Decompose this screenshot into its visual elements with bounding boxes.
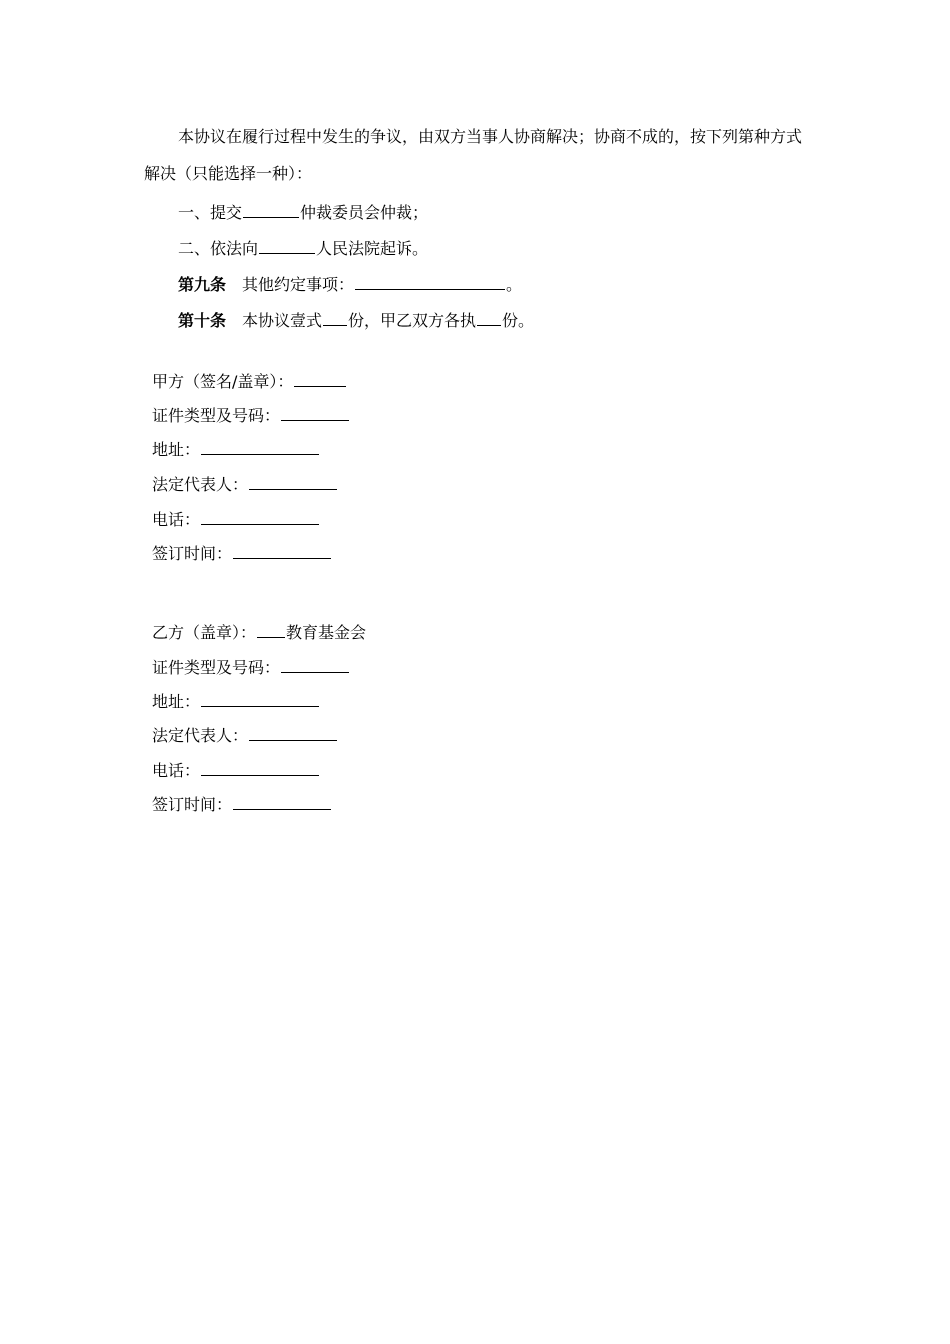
option-litigation — [178, 236, 428, 259]
party-b-id-label: 证件类型及号码： — [152, 658, 281, 677]
party-b-name-field[interactable] — [257, 636, 285, 638]
party-a-name-label: 甲方（签名/盖章）： — [152, 372, 294, 391]
article-9-text: 其他约定事项： — [242, 275, 355, 294]
option2-prefix: 二、依法向 — [178, 239, 259, 258]
article-9-end: 。 — [506, 275, 523, 294]
party-b-phone-row — [152, 758, 320, 781]
blank-copies-each[interactable] — [477, 324, 501, 326]
party-a-phone-field[interactable] — [201, 523, 319, 525]
party-a-date-row — [152, 541, 332, 564]
party-a-rep-field[interactable] — [249, 488, 337, 490]
party-a-id-field[interactable] — [281, 419, 349, 421]
party-b-rep-field[interactable] — [249, 739, 337, 741]
party-a-id-label: 证件类型及号码： — [152, 406, 281, 425]
party-b-name-label: 乙方（盖章）： — [152, 623, 257, 642]
party-b-date-field[interactable] — [233, 808, 331, 810]
option2-suffix: 人民法院起诉。 — [316, 239, 429, 258]
party-b-address-row — [152, 689, 320, 712]
party-a-name-field[interactable] — [294, 385, 346, 387]
party-a-address-label: 地址： — [152, 440, 201, 459]
party-a-address-field[interactable] — [201, 453, 319, 455]
party-b-phone-field[interactable] — [201, 774, 319, 776]
blank-court[interactable] — [259, 252, 315, 254]
party-b-phone-label: 电话： — [152, 761, 201, 780]
option1-suffix: 仲裁委员会仲裁； — [300, 203, 429, 222]
blank-other-matters[interactable] — [355, 288, 505, 290]
option1-prefix: 一、提交 — [178, 203, 243, 222]
article-10-text-a: 本协议壹式 — [242, 311, 323, 330]
article-10 — [178, 308, 534, 331]
party-a-rep-label: 法定代表人： — [152, 475, 249, 494]
party-b-id-field[interactable] — [281, 671, 349, 673]
blank-copies-total[interactable] — [323, 324, 347, 326]
article-10-text-b: 份，甲乙双方各执 — [348, 311, 477, 330]
article-10-heading: 第十条 — [178, 311, 227, 330]
article-9-heading: 第九条 — [178, 275, 227, 294]
party-a-phone-label: 电话： — [152, 510, 201, 529]
party-a-date-field[interactable] — [233, 557, 331, 559]
party-a-address-row — [152, 437, 320, 460]
party-b-id-row — [152, 655, 350, 678]
blank-arbitration-committee[interactable] — [243, 216, 299, 218]
party-a-phone-row — [152, 507, 320, 530]
party-b-date-label: 签订时间： — [152, 795, 233, 814]
article-10-text-c: 份。 — [502, 311, 535, 330]
party-b-name-value: 教育基金会 — [286, 623, 367, 642]
party-a-name-row — [152, 369, 347, 392]
party-b-address-label: 地址： — [152, 692, 201, 711]
article-9 — [178, 272, 522, 295]
option-arbitration — [178, 200, 428, 223]
party-a-date-label: 签订时间： — [152, 544, 233, 563]
party-a-id-row — [152, 403, 350, 426]
party-b-rep-label: 法定代表人： — [152, 726, 249, 745]
party-b-rep-row — [152, 723, 338, 746]
party-a-rep-row — [152, 472, 338, 495]
party-b-name-row — [152, 620, 366, 643]
party-b-date-row — [152, 792, 332, 815]
party-b-address-field[interactable] — [201, 705, 319, 707]
dispute-intro: 本协议在履行过程中发生的争议，由双方当事人协商解决；协商不成的，按下列第种方式解决（只能选择一种）： — [144, 127, 803, 183]
